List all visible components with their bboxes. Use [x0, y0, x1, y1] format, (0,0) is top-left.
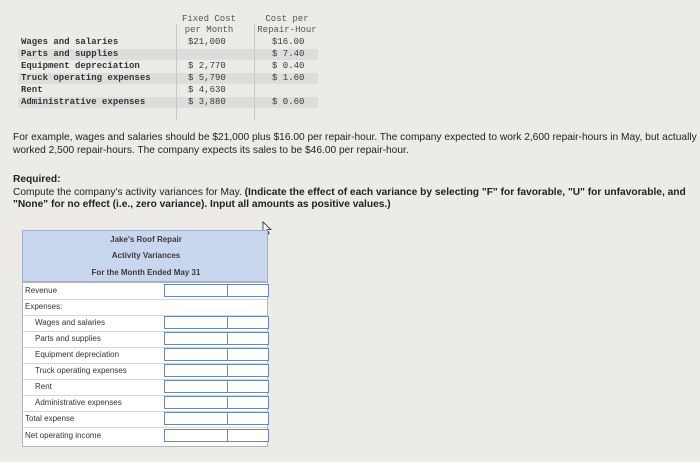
- table-row: Expenses:: [25, 302, 63, 311]
- variance-effect-select[interactable]: [227, 396, 269, 409]
- variance-effect-select[interactable]: [227, 429, 269, 442]
- cost-per-hour-header: Cost per Repair-Hour: [257, 14, 317, 35]
- table-row: Net operating income: [23, 428, 269, 444]
- table-row: Revenue: [23, 283, 269, 299]
- report-title: Activity Variances: [111, 251, 181, 260]
- variance-effect-select[interactable]: [227, 284, 269, 297]
- report-period: For the Month Ended May 31: [91, 268, 201, 277]
- table-row: Truck operating expenses: [23, 363, 269, 379]
- variance-amount-input[interactable]: [164, 284, 228, 297]
- fixed-cost-header: Fixed Cost per Month: [181, 14, 236, 35]
- table-row: Total expense: [23, 411, 269, 427]
- cost-row: Wages and salaries $21,000 $16.00: [21, 37, 305, 47]
- variance-amount-input[interactable]: [164, 364, 228, 377]
- required-text: Compute the company's activity variances for May.: [13, 186, 245, 198]
- variance-effect-select[interactable]: [227, 412, 269, 425]
- variance-effect-select[interactable]: [227, 348, 269, 361]
- column-divider: [254, 24, 255, 120]
- variance-amount-input[interactable]: [164, 429, 228, 442]
- variance-effect-select[interactable]: [227, 380, 269, 393]
- example-paragraph: For example, wages and salaries should be $21,000 plus $16.00 per repair-hour. The company expected to work 2,600 repair-hours in May, but actually worked 2,500 repair-hours. The company expects its sales to be $46.00 per repair-hour.: [13, 132, 697, 156]
- cost-row: Administrative expenses $ 3,880 $ 0.60: [18, 97, 318, 108]
- cost-row: Parts and supplies $ 7.40: [18, 49, 318, 60]
- variance-amount-input[interactable]: [164, 380, 228, 393]
- table-row: Equipment depreciation: [23, 347, 269, 363]
- company-name: Jake's Roof Repair: [110, 235, 182, 244]
- cost-row: Equipment depreciation $ 2,770 $ 0.40: [21, 61, 305, 71]
- column-divider: [176, 24, 177, 120]
- variance-amount-input[interactable]: [164, 348, 228, 361]
- required-instructions: [13, 174, 693, 212]
- report-header: [22, 230, 268, 282]
- required-bold-text: (Indicate the effect of each variance by selecting "F" for favorable, "U" for unfavorable, and "None" for no effect (i.e., zero variance). Input all amounts as positive values.): [13, 186, 686, 210]
- variance-effect-select[interactable]: [227, 332, 269, 345]
- variance-amount-input[interactable]: [164, 332, 228, 345]
- cost-row: Rent $ 4,630: [21, 85, 226, 95]
- cost-row: Truck operating expenses $ 5,790 $ 1.60: [18, 73, 318, 84]
- required-title: Required:: [13, 174, 61, 185]
- table-row: Wages and salaries: [23, 315, 269, 331]
- variance-amount-input[interactable]: [164, 412, 228, 425]
- variance-amount-input[interactable]: [164, 316, 228, 329]
- variance-effect-select[interactable]: [227, 364, 269, 377]
- variance-amount-input[interactable]: [164, 396, 228, 409]
- table-row: Administrative expenses: [23, 395, 269, 411]
- table-row: Rent: [23, 379, 269, 395]
- variance-effect-select[interactable]: [227, 316, 269, 329]
- table-row: Parts and supplies: [23, 331, 269, 347]
- variance-rows: [22, 282, 268, 447]
